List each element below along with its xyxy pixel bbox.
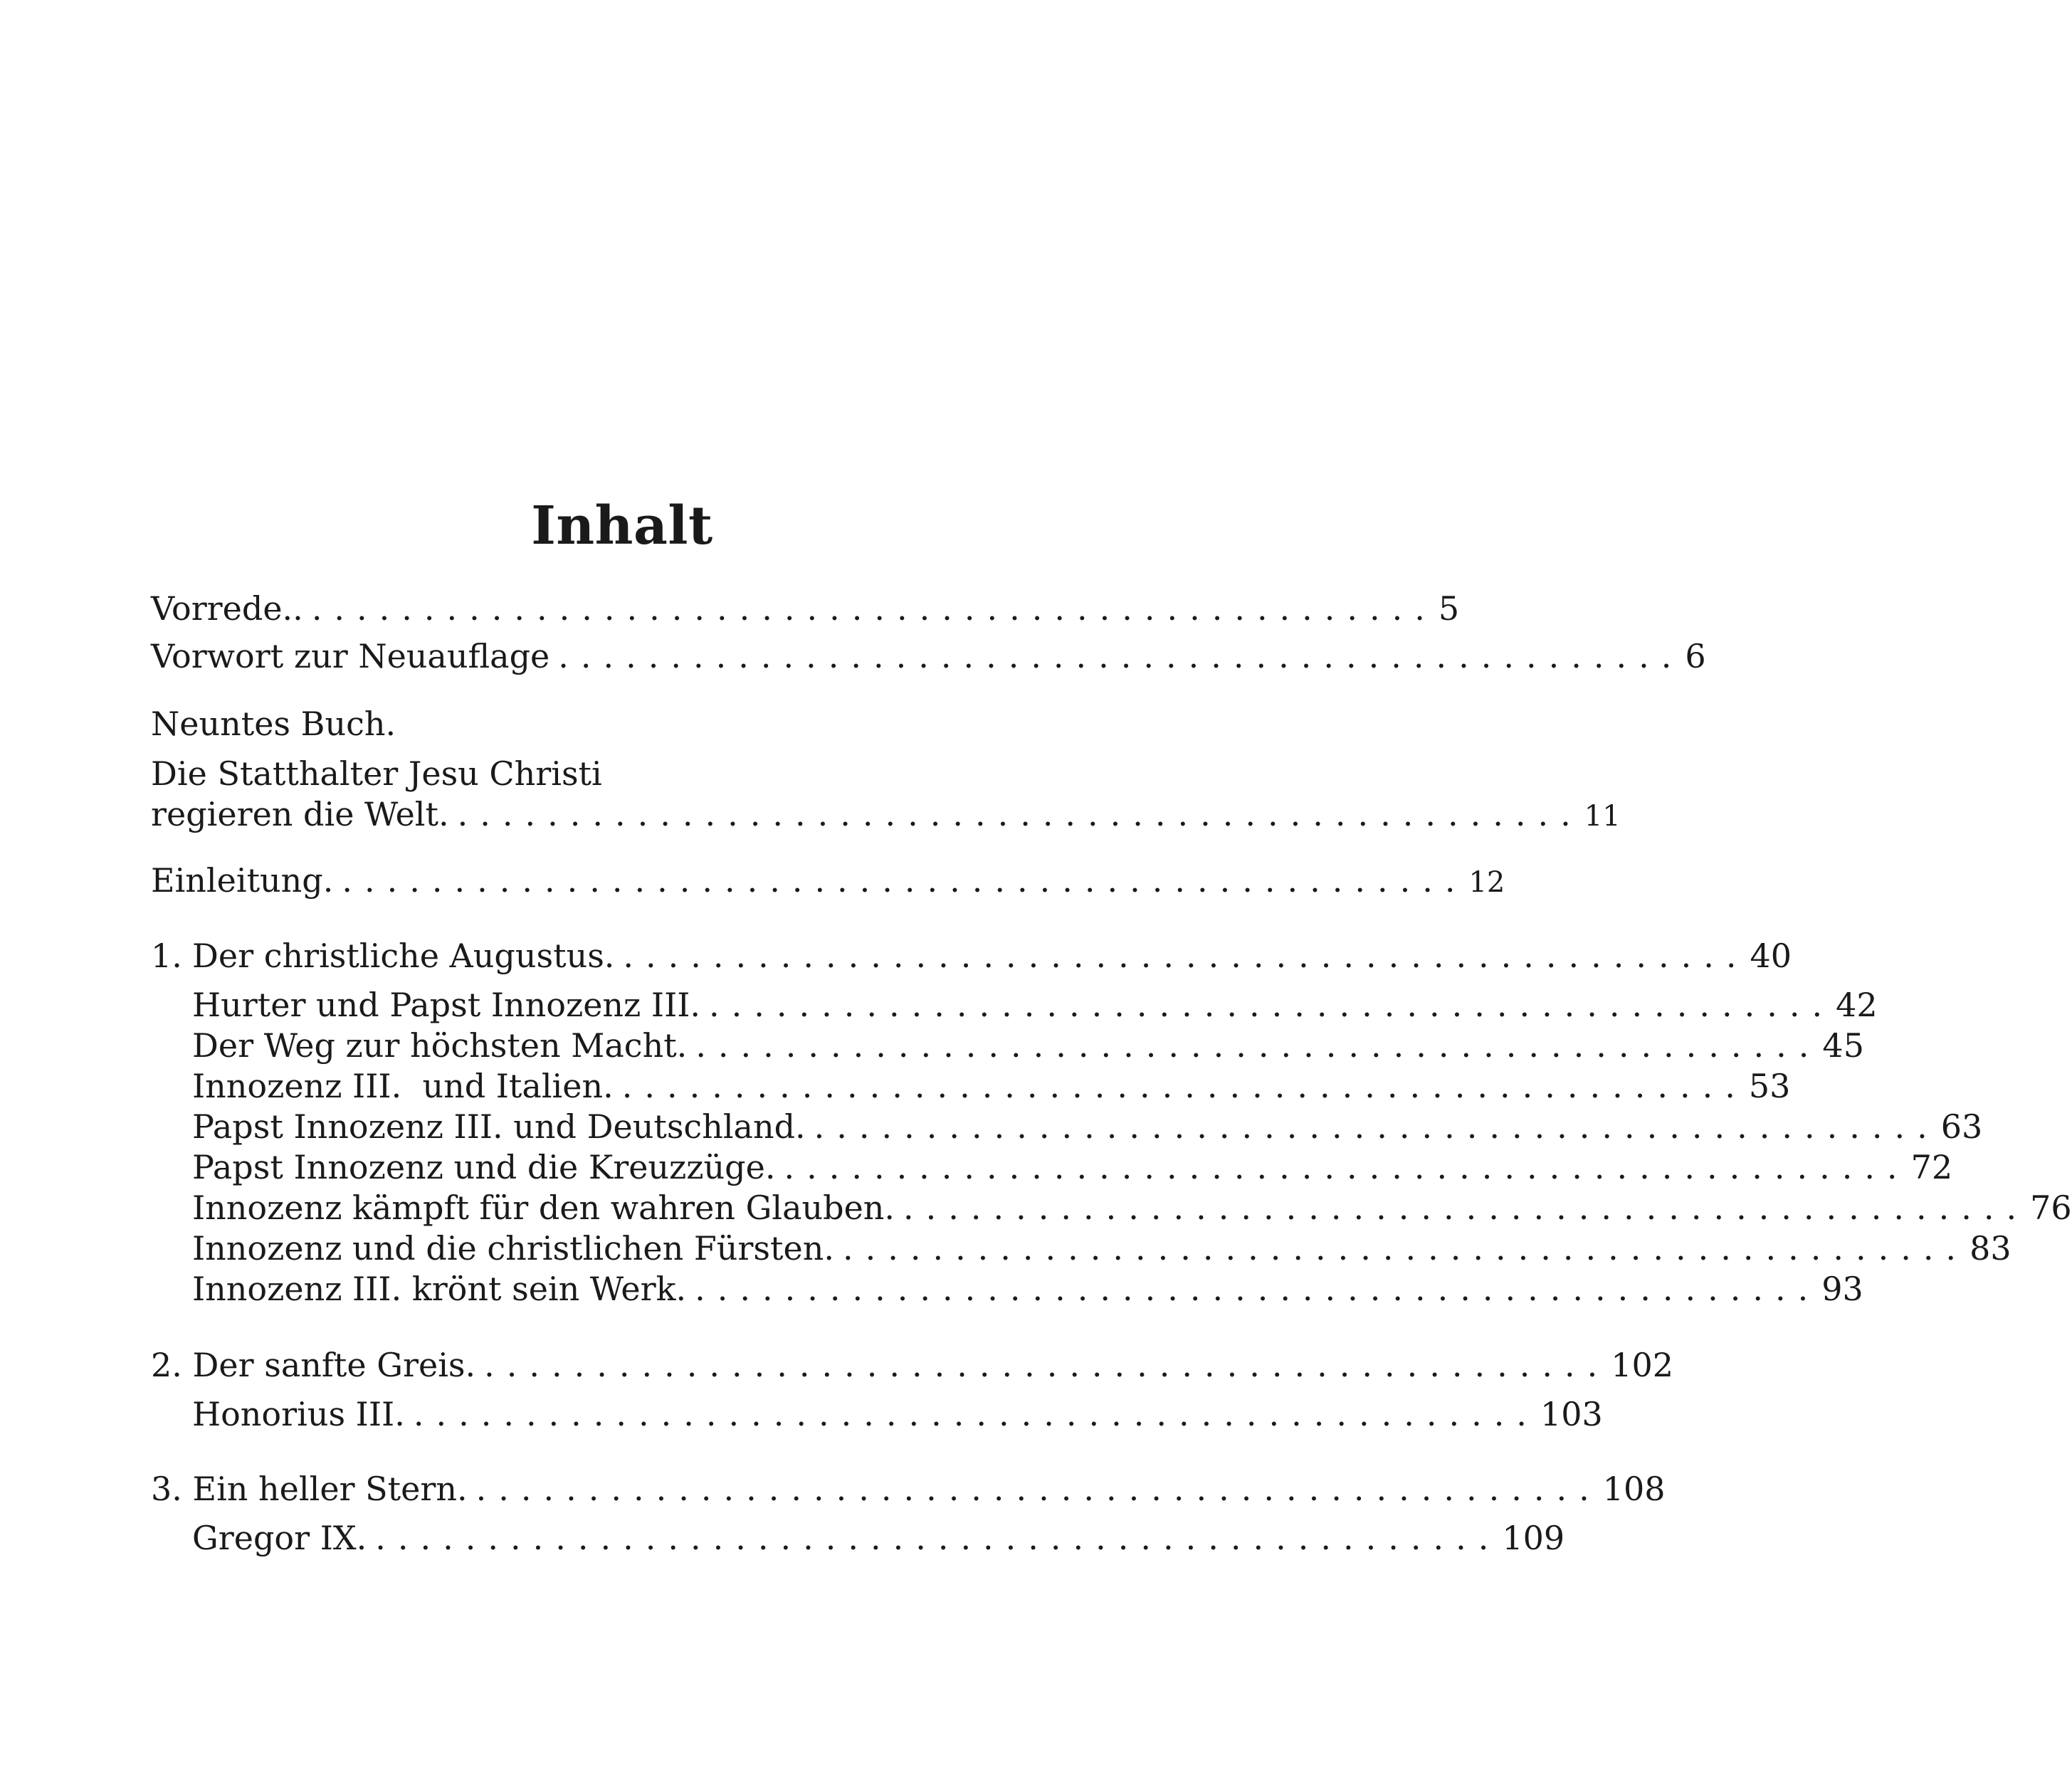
dot-leader: .................................................. xyxy=(621,1067,1747,1105)
dot-leader: .................................................. xyxy=(842,1229,1969,1268)
dot-leader: .................................................. xyxy=(375,1519,1501,1557)
toc-entry-label: Papst Innozenz und die Kreuzzüge. xyxy=(192,1148,776,1186)
dot-leader: .................................................. xyxy=(695,1270,1821,1308)
toc-page-number: 53 xyxy=(1748,1067,1791,1105)
toc-entry-label: 3. Ein heller Stern. xyxy=(151,1470,468,1508)
toc-entry-label: Papst Innozenz III. und Deutschland. xyxy=(192,1107,806,1146)
dot-leader: .................................................. xyxy=(709,986,1835,1024)
dot-leader: .................................................. xyxy=(903,1189,2029,1227)
toc-item[interactable] xyxy=(192,1026,1864,1065)
toc-entry-book[interactable] xyxy=(151,795,1621,833)
toc-entry-label: Innozenz III. krönt sein Werk. xyxy=(192,1270,687,1308)
dot-leader: .................................................. xyxy=(695,1026,1821,1065)
toc-entry-label: Innozenz III. und Italien. xyxy=(192,1067,614,1105)
toc-page-number: 102 xyxy=(1611,1346,1674,1384)
chapter-title: Der christliche Augustus. xyxy=(192,937,615,975)
dot-leader: .................................................. xyxy=(484,1346,1610,1384)
toc-entry-label: Einleitung. xyxy=(151,861,334,900)
toc-page-number: 93 xyxy=(1821,1270,1863,1308)
toc-page-number: 72 xyxy=(1910,1148,1953,1186)
toc-entry-label: Innozenz und die christlichen Fürsten. xyxy=(192,1229,834,1268)
toc-item[interactable] xyxy=(192,1519,1565,1557)
toc-item[interactable] xyxy=(192,1229,2011,1268)
chapter-number: 1. xyxy=(151,937,182,975)
toc-entry-label: Hurter und Papst Innozenz III. xyxy=(192,986,701,1024)
toc-page-number: 40 xyxy=(1750,937,1792,975)
toc-item[interactable] xyxy=(192,1395,1603,1433)
toc-entry-label: Vorwort zur Neuauflage xyxy=(151,637,550,675)
toc-item[interactable] xyxy=(192,1067,1791,1105)
dot-leader: .................................................. xyxy=(784,1148,1910,1186)
book-heading: Neuntes Buch. xyxy=(151,705,396,743)
toc-entry-label: Innozenz kämpft für den wahren Glauben. xyxy=(192,1189,895,1227)
page-title: Inhalt xyxy=(531,495,713,557)
toc-item[interactable] xyxy=(192,1148,1953,1186)
toc-page-number: 45 xyxy=(1822,1026,1864,1065)
toc-entry-label: Der Weg zur höchsten Macht. xyxy=(192,1026,688,1065)
toc-entry-vorrede[interactable] xyxy=(151,589,1460,628)
toc-page-number: 108 xyxy=(1602,1470,1666,1508)
book-subtitle: Die Statthalter Jesu Christi xyxy=(151,754,602,793)
toc-page-number: 83 xyxy=(1970,1229,2011,1268)
toc-chapter-1[interactable] xyxy=(151,937,1792,975)
toc-page-number: 11 xyxy=(1584,800,1621,833)
toc-entry-label xyxy=(151,937,615,975)
toc-item[interactable] xyxy=(192,1107,1983,1146)
toc-item[interactable] xyxy=(192,986,1878,1024)
toc-entry-label: regieren die Welt. xyxy=(151,795,449,833)
toc-entry-label: 2. Der sanfte Greis. xyxy=(151,1346,476,1384)
toc-page-number: 12 xyxy=(1468,866,1505,899)
toc-page-number: 109 xyxy=(1502,1519,1565,1557)
toc-entry-label: Honorius III. xyxy=(192,1395,405,1433)
dot-leader: .................................................. xyxy=(558,637,1684,675)
dot-leader: .................................................. xyxy=(457,795,1583,833)
toc-page-number: 6 xyxy=(1685,637,1706,675)
toc-entry-vorwort[interactable] xyxy=(151,637,1706,675)
dot-leader: .................................................. xyxy=(342,861,1468,900)
toc-page-number: 103 xyxy=(1540,1395,1603,1433)
toc-page-number: 5 xyxy=(1438,589,1460,628)
toc-item[interactable] xyxy=(192,1270,1863,1308)
dot-leader: .................................................. xyxy=(623,937,1749,975)
dot-leader: .................................................. xyxy=(475,1470,1602,1508)
toc-page-number: 63 xyxy=(1940,1107,1983,1146)
dot-leader: .................................................. xyxy=(413,1395,1539,1433)
toc-chapter-2[interactable] xyxy=(151,1346,1674,1384)
toc-page-number: 42 xyxy=(1836,986,1878,1024)
toc-item[interactable] xyxy=(192,1189,2072,1227)
toc-entry-label: Vorrede.. xyxy=(151,589,303,628)
toc-entry-label: Gregor IX. xyxy=(192,1519,367,1557)
toc-entry-einleitung[interactable] xyxy=(151,861,1505,900)
dot-leader: .................................................. xyxy=(814,1107,1940,1146)
toc-chapter-3[interactable] xyxy=(151,1470,1666,1508)
toc-page-number: 76 xyxy=(2030,1189,2072,1227)
dot-leader: .................................................. xyxy=(311,589,1437,628)
